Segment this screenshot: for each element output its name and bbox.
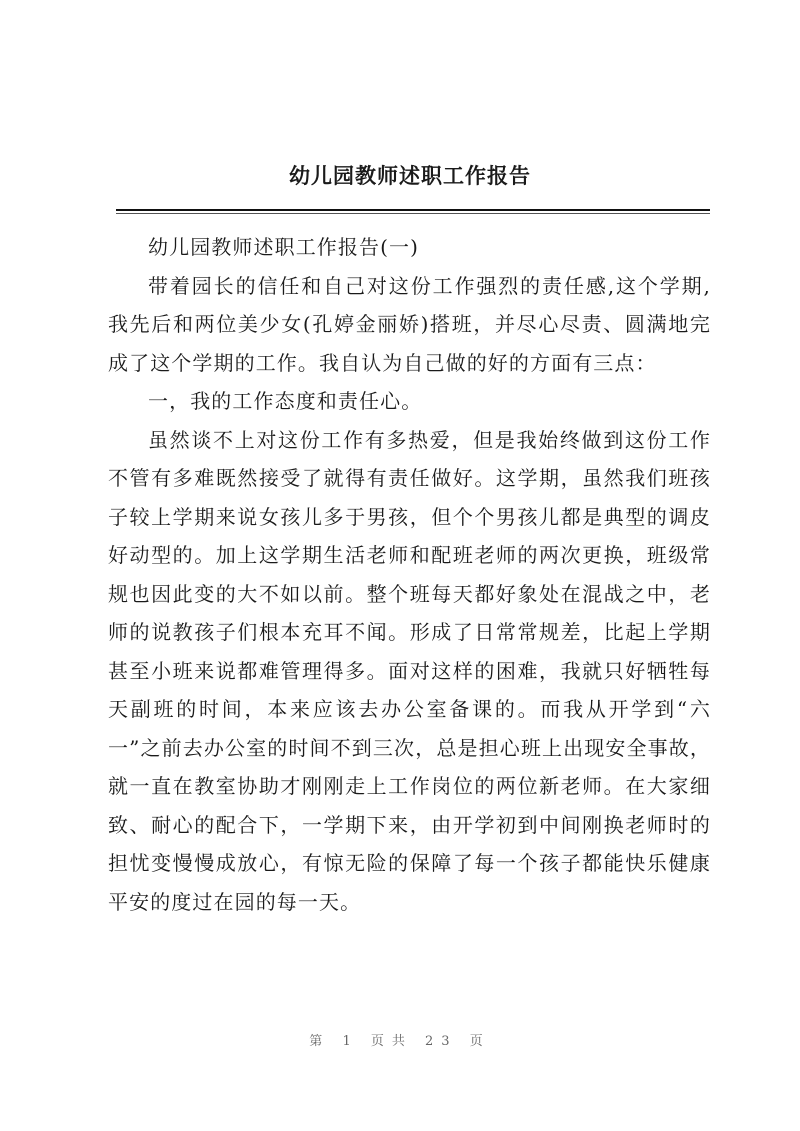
title-divider-thin [116,213,710,214]
title-divider [116,209,710,211]
page-footer [0,1030,800,1049]
section-heading: 幼儿园教师述职工作报告(一) [148,235,420,259]
point-heading: 一，我的工作态度和责任心。 [148,389,423,413]
document-body [108,228,711,921]
body-paragraph: 带着园长的信任和自己对这份工作强烈的责任感,这个学期,我先后和两位美少女(孔婷金丽娇)搭班，并尽心尽责、圆满地完成了这个学期的工作。我自认为自己做的好的方面有三点： [108,273,711,375]
footer-middle: 页共 [370,1034,413,1049]
footer-suffix: 页 [469,1034,491,1049]
footer-prefix: 第 [309,1034,331,1049]
body-paragraph: 虽然谈不上对这份工作有多热爱，但是我始终做到这份工作不管有多难既然接受了就得有责任做好。这学期，虽然我们班孩子较上学期来说女孩儿多于男孩，但个个男孩儿都是典型的调皮好动型的。加上这学期生活老师和配班老师的两次更换，班级常规也因此变的大不如以前。整个班每天都好象处在混战之中，老师的说教孩子们根本充耳不闻。形成了日常常规差，比起上学期甚至小班来说都难管理得多。面对这样的困难，我就只好牺牲每天副班的时间，本来应该去办公室备课的。而我从开学到“六一”之前去办公室的时间不到三次，总是担心班上出现安全事故，就一直在教室协助才刚刚走上工作岗位的两位新老师。在大家细致、耐心的配合下，一学期下来，由开学初到中间刚换老师时的担忧变慢慢成放心，有惊无险的保障了每一个孩子都能快乐健康平安的度过在园的每一天。 [108,427,711,914]
footer-total-pages: 23 [425,1034,458,1049]
footer-page-number: 1 [342,1034,359,1049]
page-title: 幼儿园教师述职工作报告 [289,164,531,188]
